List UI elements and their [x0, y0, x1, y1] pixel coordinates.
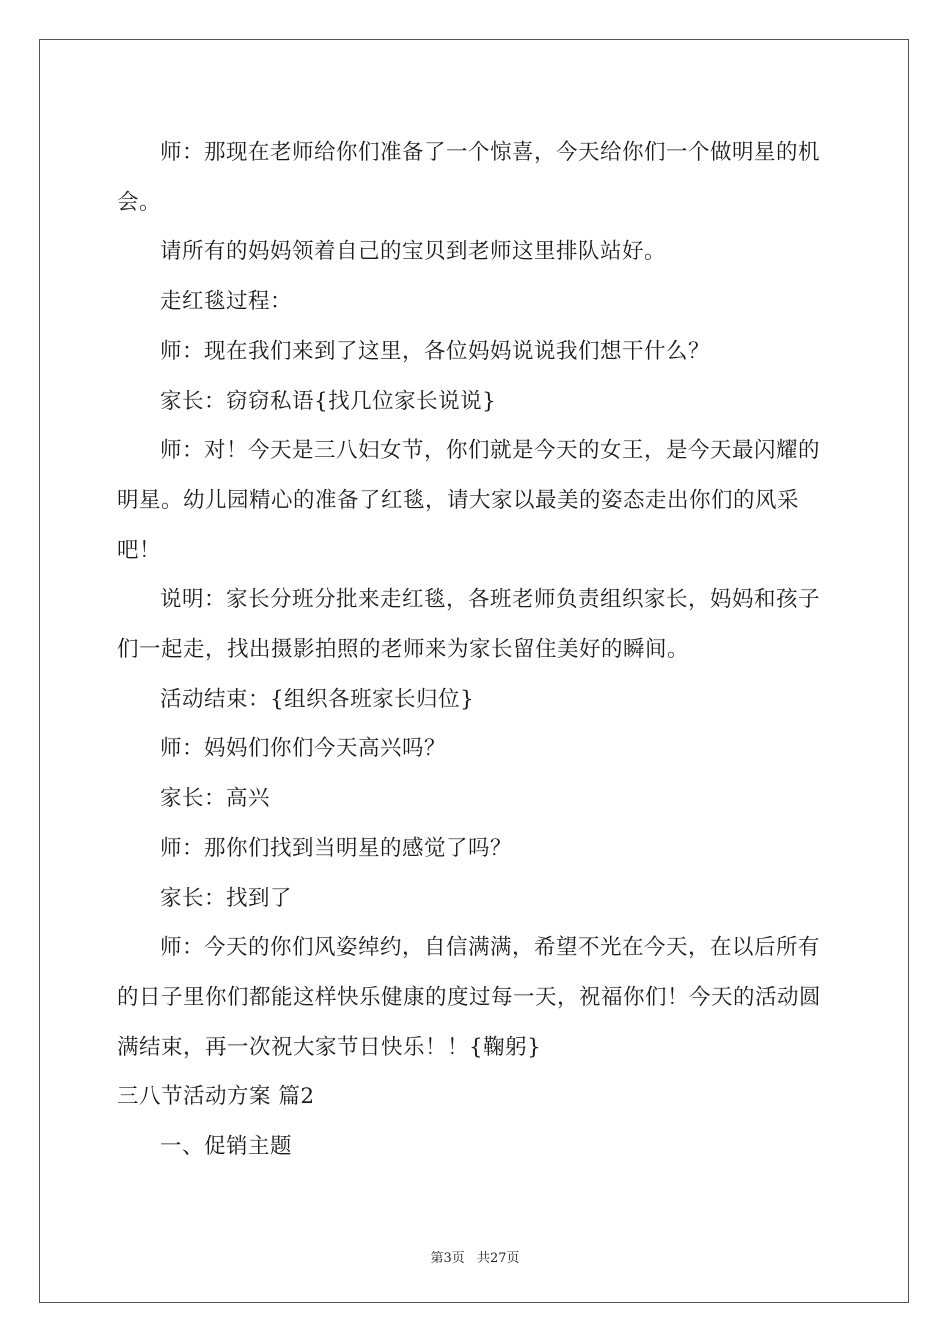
document-body	[117, 128, 837, 1172]
paragraph: 师：那你们找到当明星的感觉了吗？	[160, 835, 513, 861]
paragraph: 师：今天的你们风姿绰约，自信满满，希望不光在今天，在以后所有的日子里你们都能这样快乐健康的度过每一天，祝福你们！今天的活动圆满结束，再一次祝大家节日快乐！！{鞠躬}	[117, 935, 822, 1060]
page-number: 第3页	[430, 1251, 465, 1266]
paragraph: 活动结束：{组织各班家长归位}	[160, 686, 475, 712]
paragraph: 师：对！今天是三八妇女节，你们就是今天的女王，是今天最闪耀的明星。幼儿园精心的准备了红毯，请大家以最美的姿态走出你们的风采吧！	[117, 438, 821, 563]
paragraph: 师：妈妈们你们今天高兴吗？	[160, 736, 447, 762]
page-footer	[0, 1247, 950, 1266]
paragraph: 师：那现在老师给你们准备了一个惊喜，今天给你们一个做明星的机会。	[117, 140, 821, 215]
paragraph: 家长：高兴	[160, 786, 271, 812]
paragraph: 走红毯过程：	[160, 289, 293, 315]
paragraph: 说明：家长分班分批来走红毯，各班老师负责组织家长，妈妈和孩子们一起走，找出摄影拍照的老师来为家长留住美好的瞬间。	[117, 587, 821, 663]
paragraph: 请所有的妈妈领着自己的宝贝到老师这里排队站好。	[160, 239, 667, 265]
page-total: 共27页	[476, 1251, 520, 1266]
paragraph: 家长：找到了	[160, 885, 293, 911]
paragraph: 家长：窃窃私语{找几位家长说说}	[160, 388, 497, 414]
section-heading: 三八节活动方案 篇2	[117, 1084, 315, 1110]
paragraph: 一、促销主题	[160, 1134, 293, 1160]
paragraph: 师：现在我们来到了这里，各位妈妈说说我们想干什么？	[160, 338, 711, 364]
